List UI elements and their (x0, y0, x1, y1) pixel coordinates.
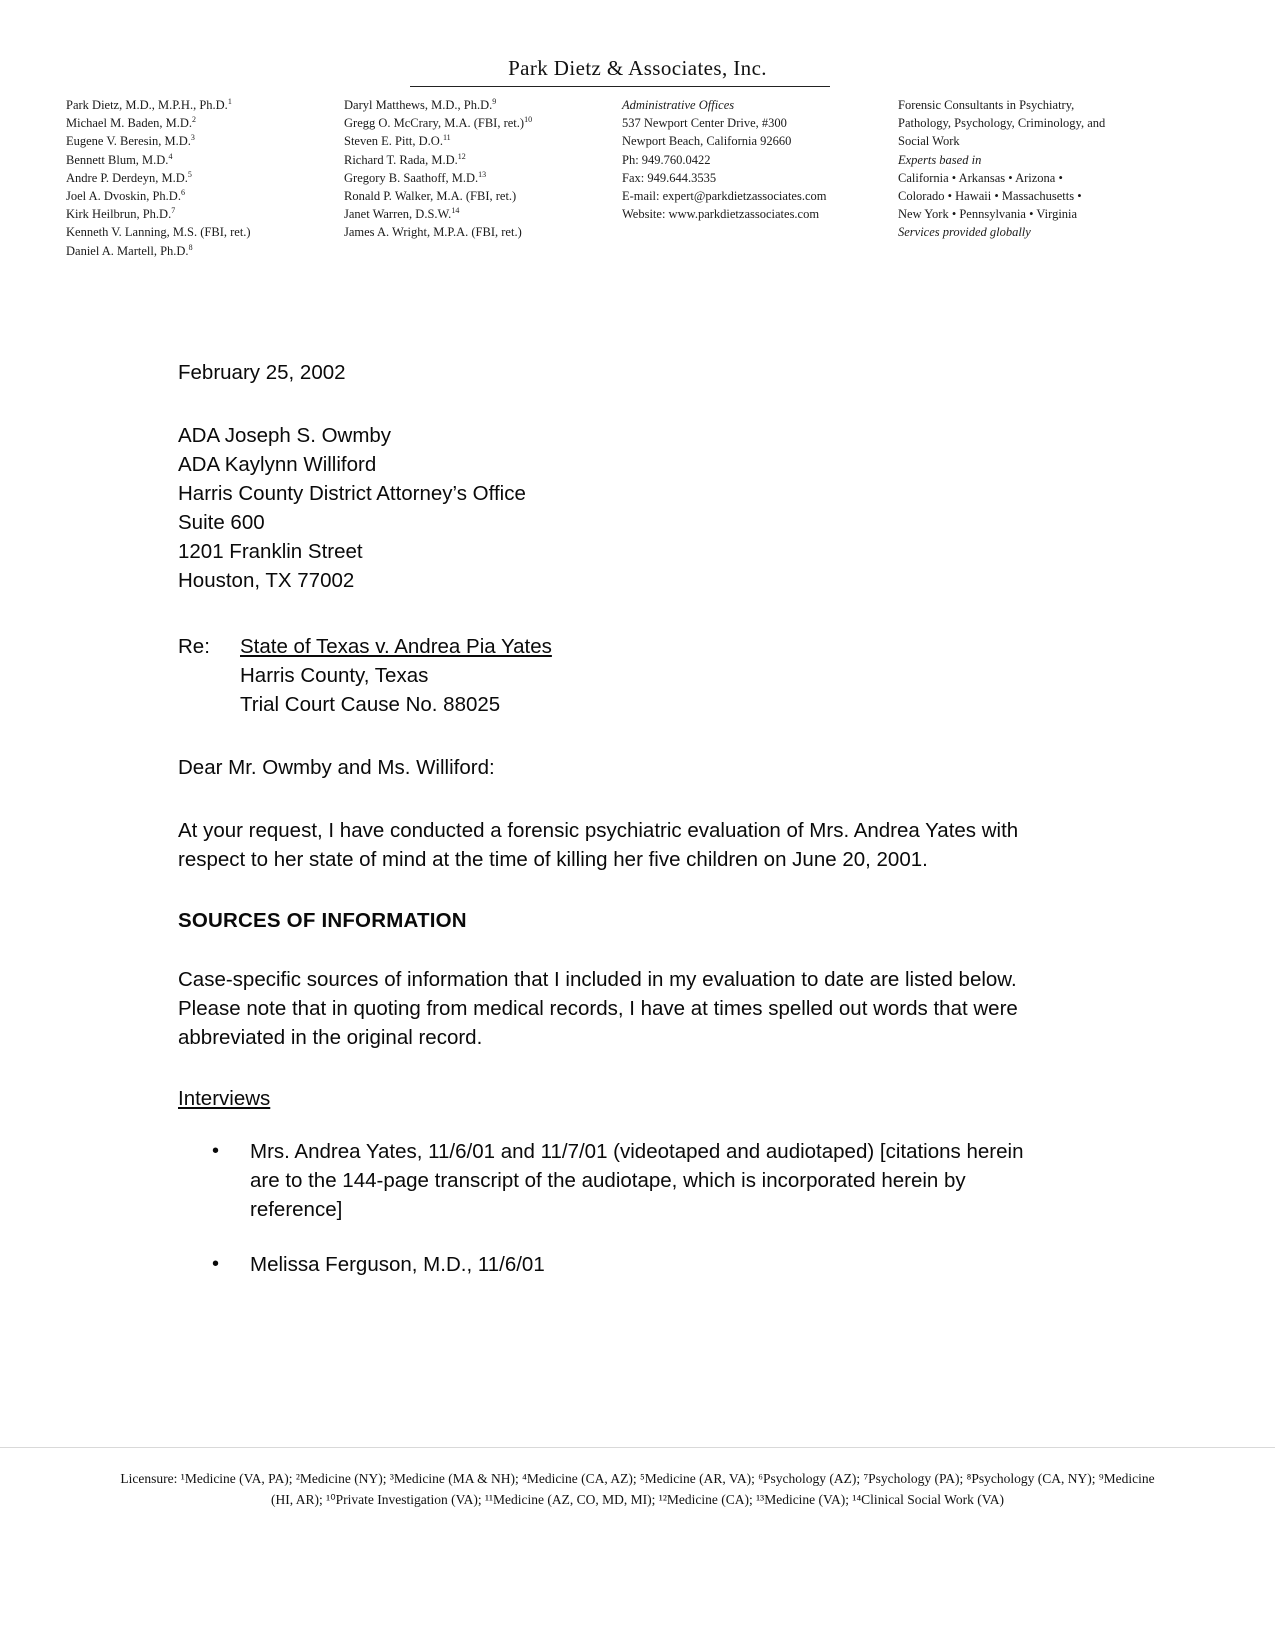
letterhead-divider (410, 86, 830, 87)
expert-name: Kirk Heilbrun, Ph.D. (66, 207, 172, 222)
licensure-ref: 11 (442, 133, 451, 143)
office-line-1: Newport Beach, California 92660 (622, 134, 792, 149)
expert-name: Daniel A. Martell, Ph.D. (66, 243, 189, 258)
letterhead-experts-column-2 (344, 96, 604, 242)
expert-row-c2-7 (344, 223, 604, 241)
expert-name: Ronald P. Walker, M.A. (FBI, ret.) (344, 189, 517, 204)
experts-location-line-0: California • Arkansas • Arizona • (898, 170, 1063, 185)
office-line-3: Fax: 949.644.3535 (622, 170, 717, 185)
expert-name: Joel A. Dvoskin, Ph.D. (66, 189, 181, 204)
expert-name: Eugene V. Beresin, M.D. (66, 134, 191, 149)
salutation: Dear Mr. Owmby and Ms. Williford: (178, 756, 495, 779)
expert-row-c1-4 (66, 169, 336, 187)
licensure-line-2: (HI, AR); ¹⁰Private Investigation (VA); ¹¹Medicine (AZ, CO, MD, MI); ¹²Medicine (CA); ¹³Medicine (VA); ¹⁴Clinical Social Work (VA) (271, 1492, 1004, 1507)
office-line-4: E-mail: expert@parkdietzassociates.com (622, 189, 827, 204)
recipient-address (178, 421, 1058, 595)
expert-name: Bennett Blum, M.D. (66, 152, 169, 167)
expert-row-c2-1 (344, 114, 604, 132)
licensure-ref: 3 (190, 133, 195, 143)
licensure-ref: 6 (180, 187, 185, 197)
expert-row-c1-0 (66, 96, 336, 114)
subheading-interviews: Interviews (178, 1087, 271, 1110)
licensure-ref: 7 (171, 206, 176, 216)
sources-paragraph: Case-specific sources of information that I included in my evaluation to date are listed below. Please note that in quoting from medical records, I have at times spelled out words that were abbreviated in the original record. (178, 968, 1018, 1049)
letterhead (0, 0, 1275, 268)
practice-lines (898, 96, 1218, 151)
expert-name: Michael M. Baden, M.D. (66, 116, 193, 131)
expert-row-c1-1 (66, 114, 336, 132)
expert-row-c1-2 (66, 132, 336, 150)
letterhead-practice-column (898, 96, 1218, 242)
list-item: • Mrs. Andrea Yates, 11/6/01 and 11/7/01 (videotaped and audiotaped) [citations herein are to the 144-page transcript of the audiotape, which is incorporated herein by reference] (178, 1137, 1058, 1224)
licensure-ref: 5 (187, 169, 192, 179)
practice-line-0: Forensic Consultants in Psychiatry, (898, 98, 1075, 112)
expert-row-c2-5 (344, 187, 604, 205)
re-block (178, 632, 1058, 719)
expert-row-c1-7 (66, 223, 336, 241)
licensure-line-1: Licensure: ¹Medicine (VA, PA); ²Medicine (NY); ³Medicine (MA & NH); ⁴Medicine (CA, AZ); ⁵Medicine (AR, VA); ⁶Psychology (AZ); ⁷Psychology (PA); ⁸Psychology (CA, NY); ⁹Medicine (120, 1471, 1155, 1486)
address-line-2: Harris County District Attorney’s Office (178, 482, 526, 505)
licensure-footer (40, 1468, 1235, 1510)
expert-row-c1-6 (66, 205, 336, 223)
re-line-cause: Trial Court Cause No. 88025 (240, 693, 501, 716)
re-case-name: State of Texas v. Andrea Pia Yates (240, 635, 552, 658)
offices-lines (622, 114, 922, 223)
address-line-0: ADA Joseph S. Owmby (178, 424, 392, 447)
expert-name: Gregg O. McCrary, M.A. (FBI, ret.) (344, 116, 525, 131)
list-item: • Melissa Ferguson, M.D., 11/6/01 (178, 1250, 1058, 1279)
licensure-ref: 10 (524, 115, 533, 125)
letterhead-experts-column-1 (66, 96, 336, 260)
expert-name: Park Dietz, M.D., M.P.H., Ph.D. (66, 98, 228, 112)
expert-row-c1-8 (66, 242, 336, 260)
licensure-ref: 2 (192, 115, 197, 125)
expert-name: Andre P. Derdeyn, M.D. (66, 170, 188, 185)
address-line-4: 1201 Franklin Street (178, 540, 363, 563)
expert-name: Daryl Matthews, M.D., Ph.D. (344, 98, 493, 112)
company-name: Park Dietz & Associates, Inc. (508, 56, 767, 80)
office-line-5: Website: www.parkdietzassociates.com (622, 207, 820, 222)
licensure-ref: 1 (227, 96, 232, 106)
licensure-ref: 8 (188, 242, 193, 252)
licensure-ref: 14 (451, 206, 460, 216)
office-line-0: 537 Newport Center Drive, #300 (622, 116, 787, 131)
section-heading-sources: SOURCES OF INFORMATION (178, 909, 467, 932)
footer-divider (0, 1447, 1275, 1448)
expert-row-c2-0 (344, 96, 604, 114)
expert-row-c2-2 (344, 132, 604, 150)
licensure-ref: 12 (457, 151, 466, 161)
address-line-3: Suite 600 (178, 511, 265, 534)
office-line-2: Ph: 949.760.0422 (622, 152, 711, 167)
offices-heading: Administrative Offices (622, 98, 735, 112)
letter-date: February 25, 2002 (178, 361, 346, 384)
re-label: Re: (178, 635, 210, 658)
licensure-ref: 13 (478, 169, 487, 179)
experts-based-in-heading: Experts based in (898, 152, 982, 167)
letter-body (178, 358, 1058, 1305)
licensure-ref: 4 (168, 151, 173, 161)
practice-line-2: Social Work (898, 134, 960, 149)
address-line-1: ADA Kaylynn Williford (178, 453, 377, 476)
opening-paragraph: At your request, I have conducted a forensic psychiatric evaluation of Mrs. Andrea Yates with respect to her state of mind at the time of killing her five children on June 20, 2001. (178, 819, 1019, 871)
expert-name: Kenneth V. Lanning, M.S. (FBI, ret.) (66, 225, 251, 240)
licensure-ref: 9 (492, 96, 497, 106)
expert-row-c1-3 (66, 151, 336, 169)
expert-name: Gregory B. Saathoff, M.D. (344, 170, 479, 185)
services-note: Services provided globally (898, 225, 1031, 240)
expert-name: Janet Warren, D.S.W. (344, 207, 452, 222)
experts-location-line-2: New York • Pennsylvania • Virginia (898, 207, 1078, 222)
expert-name: James A. Wright, M.P.A. (FBI, ret.) (344, 225, 522, 240)
expert-row-c2-6 (344, 205, 604, 223)
expert-row-c2-4 (344, 169, 604, 187)
expert-name: Steven E. Pitt, D.O. (344, 134, 443, 149)
letterhead-offices-column (622, 96, 922, 223)
experts-locations (898, 169, 1218, 224)
expert-row-c1-5 (66, 187, 336, 205)
interviews-list (178, 1137, 1058, 1279)
experts-location-line-1: Colorado • Hawaii • Massachusetts • (898, 189, 1082, 204)
practice-line-1: Pathology, Psychology, Criminology, and (898, 116, 1106, 131)
re-line-county: Harris County, Texas (240, 664, 429, 687)
expert-row-c2-3 (344, 151, 604, 169)
expert-name: Richard T. Rada, M.D. (344, 152, 458, 167)
address-line-5: Houston, TX 77002 (178, 569, 355, 592)
